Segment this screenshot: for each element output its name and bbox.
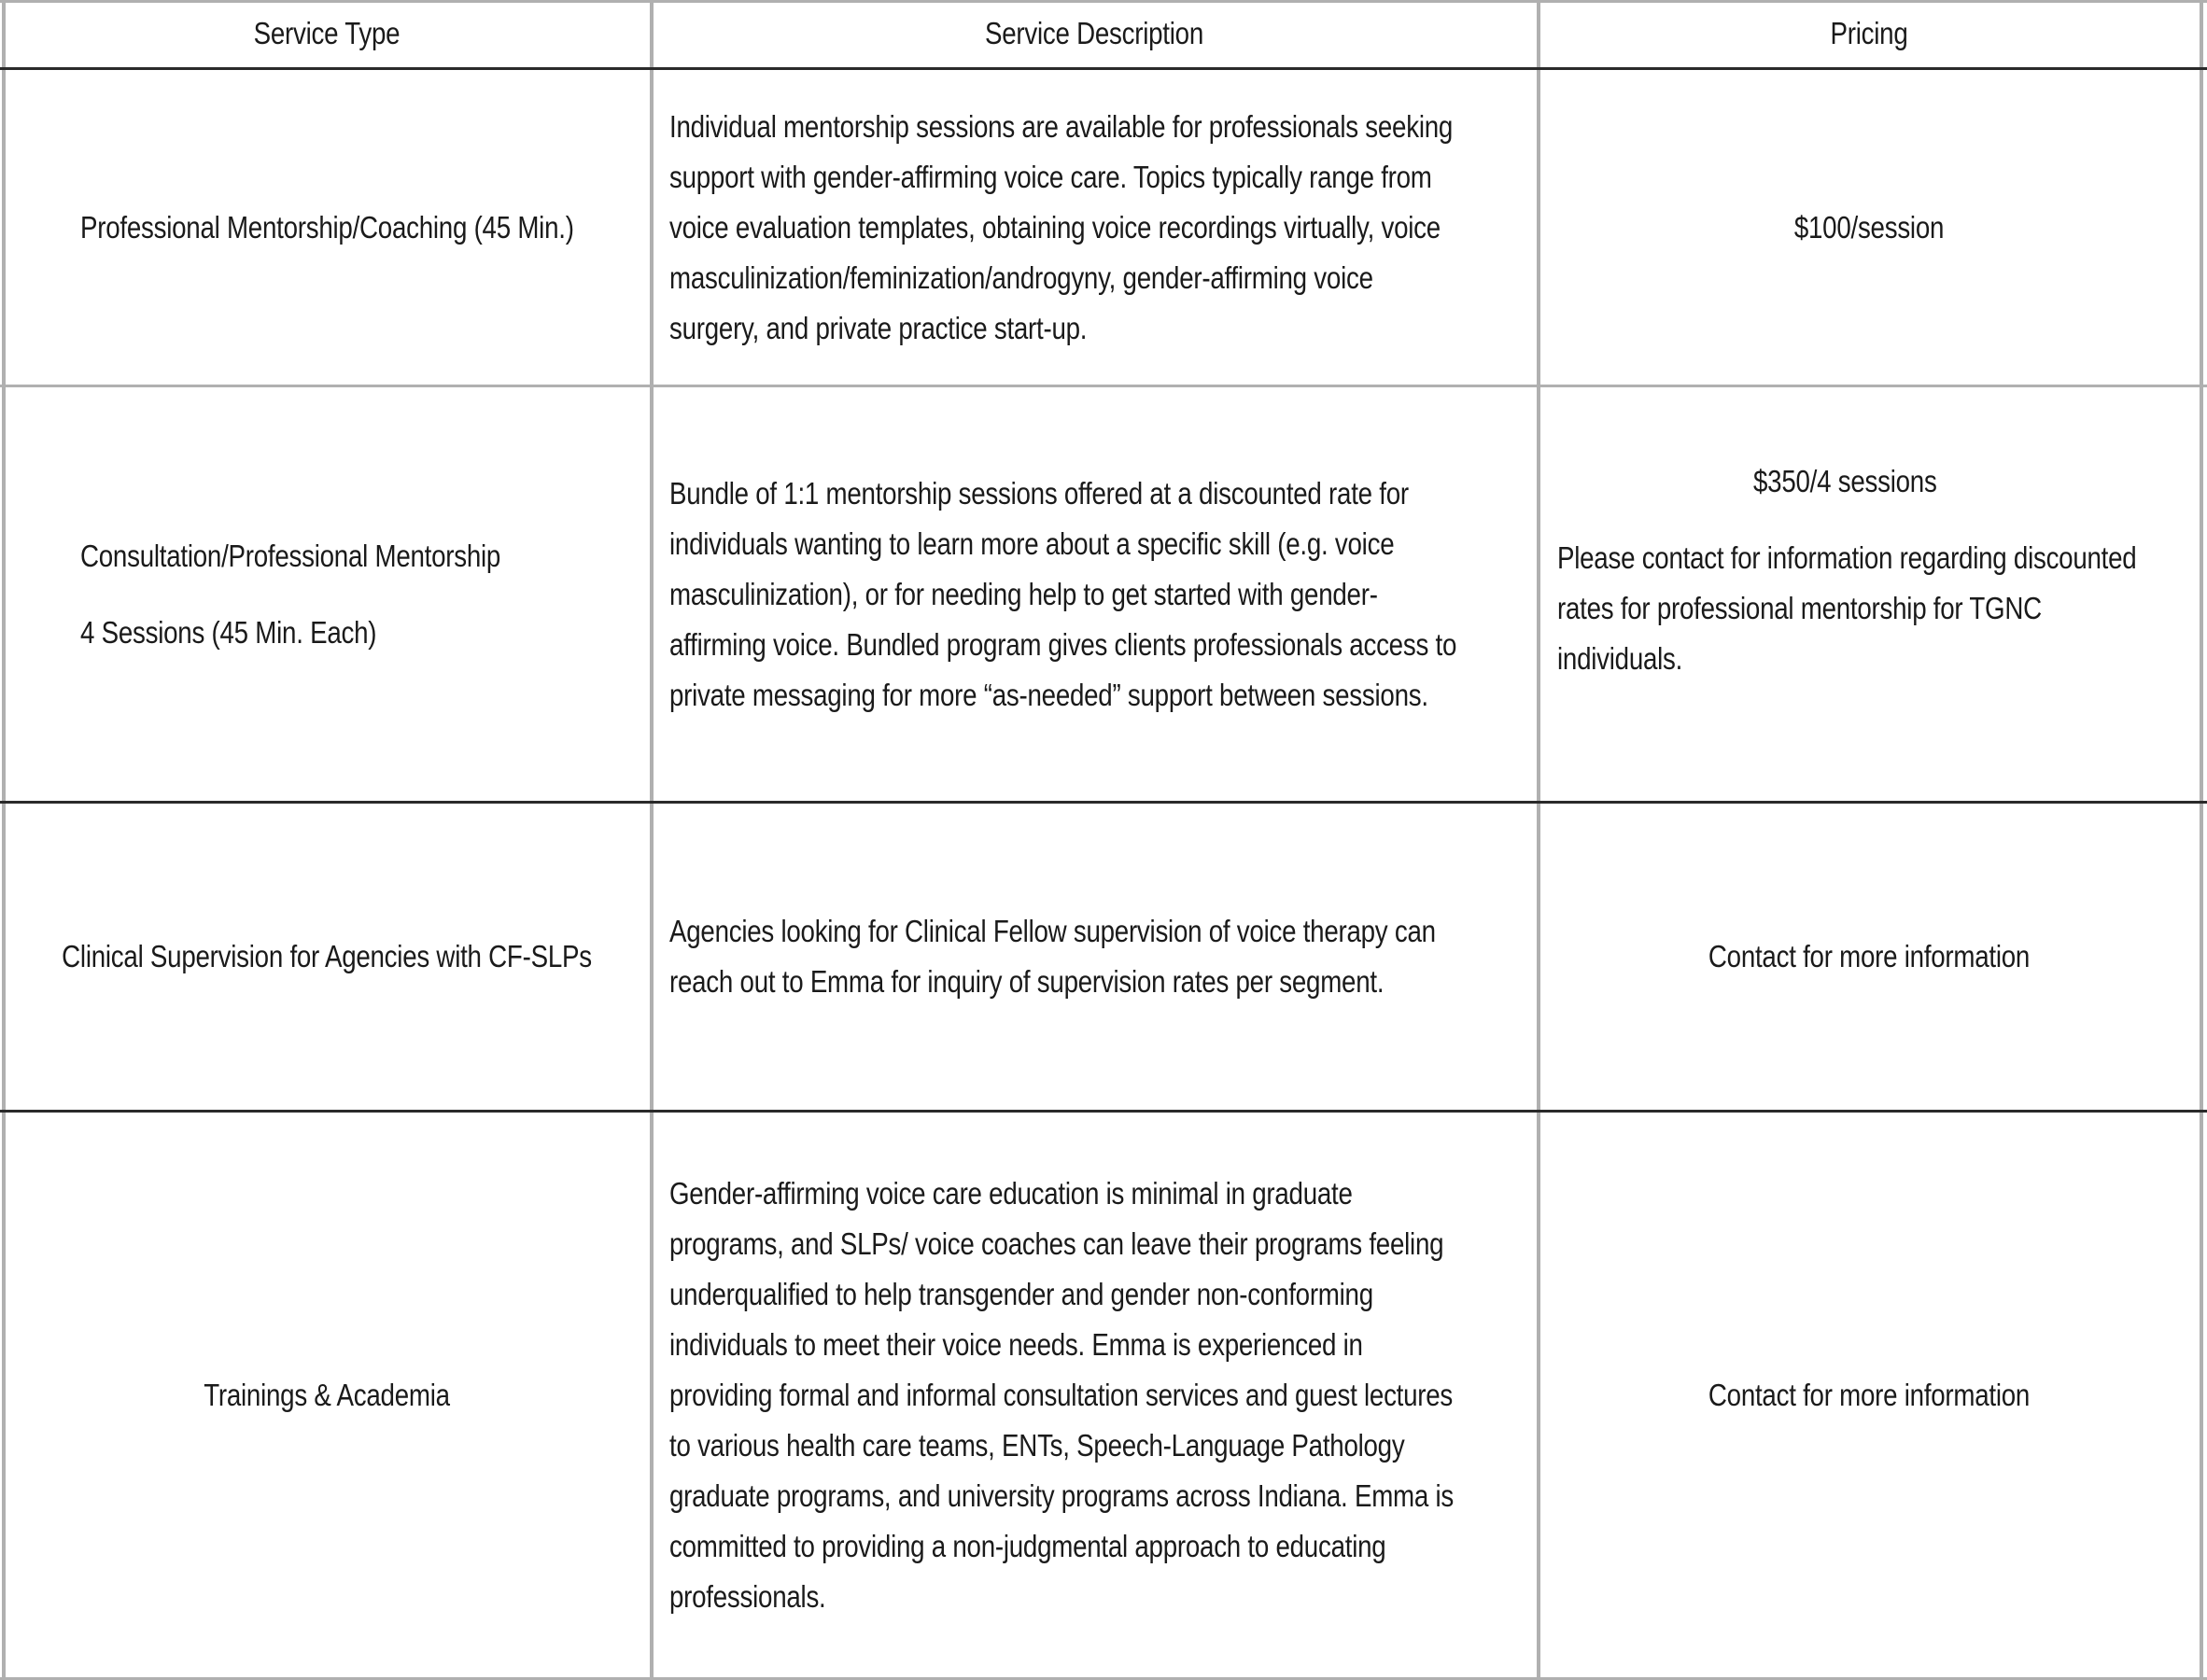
table-row-3-description: Agencies looking for Clinical Fellow supervision of voice therapy can reach out to Emma for inquiry of supervision rates per segment. xyxy=(669,914,1436,999)
table-row-2-pricing: $350/4 sessions Please contact for information regarding discounted rates for professional mentorship for TGNC individuals. xyxy=(1557,387,2207,801)
table-row-1-service-type: Professional Mentorship/Coaching (45 Min.) xyxy=(80,209,574,245)
table-row-2-description: Bundle of 1:1 mentorship sessions offered at a discounted rate for individuals wanting to learn more about a specific skill (e.g. voice masculinization), or for needing help to get started with gender- affirming voice. Bundled program gives clients professionals access to private messaging for more “as-needed” support between sessions. xyxy=(669,475,1457,712)
column-divider xyxy=(2200,0,2203,1680)
column-divider xyxy=(2,0,6,1680)
header-service-type: Service Type xyxy=(253,16,401,50)
table-row-3-pricing: Contact for more information xyxy=(1708,939,2031,973)
table-row-1-description: Individual mentorship sessions are available for professionals seeking support with gender-affirming voice care. Topics typically range from voice evaluation templates, obtaining voice recordings virtually, voice masculinization/feminization/androgyny, gender-affirming voice surgery, and private practice start-up. xyxy=(669,108,1454,345)
column-divider xyxy=(650,0,654,1680)
table-row-3-service-type: Clinical Supervision for Agencies with CF-SLPs xyxy=(62,939,592,973)
table-row-4-description: Gender-affirming voice care education is minimal in graduate programs, and SLPs/ voice coaches can leave their programs feeling underqualified to help transgender and gender non-conforming individuals to meet their voice needs. Emma is experienced in providing formal and informal consultation services and guest lectures to various health care teams, ENTs, Speech-Language Pathology graduate programs, and university programs across Indiana. Emma is committed to providing a non-judgmental approach to educating professionals. xyxy=(669,1175,1454,1614)
table-row-4-service-type: Trainings & Academia xyxy=(204,1377,450,1412)
header-service-description: Service Description xyxy=(984,16,1203,50)
pricing-bundle-price: $350/4 sessions xyxy=(1753,464,1937,498)
header-pricing: Pricing xyxy=(1830,16,1908,50)
table-row-4-pricing: Contact for more information xyxy=(1708,1377,2031,1412)
table-row-1-pricing: $100/session xyxy=(1793,209,1945,245)
column-divider xyxy=(1537,0,1540,1680)
table-row-2-service-type: Consultation/Professional Mentorship 4 Sessions (45 Min. Each) xyxy=(80,538,501,650)
